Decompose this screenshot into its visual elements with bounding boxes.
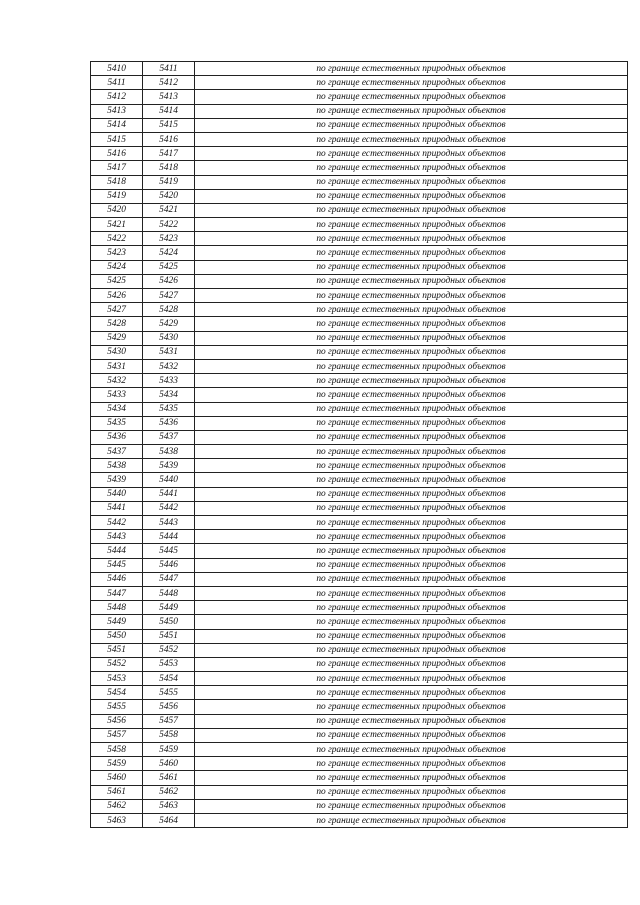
- to-point-cell: 5461: [143, 771, 195, 785]
- table-row: [91, 388, 628, 402]
- table-row: [91, 359, 628, 373]
- boundary-description-cell: по границе естественных природных объектов: [195, 572, 628, 586]
- boundary-description-cell: по границе естественных природных объектов: [195, 303, 628, 317]
- to-point-cell: 5448: [143, 586, 195, 600]
- to-point-cell: 5424: [143, 246, 195, 260]
- boundary-description-cell: по границе естественных природных объектов: [195, 813, 628, 827]
- table-row: [91, 743, 628, 757]
- to-point-cell: 5426: [143, 274, 195, 288]
- boundary-description-cell: по границе естественных природных объектов: [195, 175, 628, 189]
- boundary-description-cell: по границе естественных природных объектов: [195, 516, 628, 530]
- boundary-description-cell: по границе естественных природных объектов: [195, 76, 628, 90]
- table-row: [91, 601, 628, 615]
- from-point-cell: 5445: [91, 558, 143, 572]
- to-point-cell: 5422: [143, 218, 195, 232]
- to-point-cell: 5436: [143, 416, 195, 430]
- from-point-cell: 5415: [91, 132, 143, 146]
- boundary-description-cell: по границе естественных природных объектов: [195, 161, 628, 175]
- boundary-description-cell: по границе естественных природных объектов: [195, 686, 628, 700]
- table-row: [91, 544, 628, 558]
- to-point-cell: 5463: [143, 799, 195, 813]
- table-row: [91, 90, 628, 104]
- boundary-description-cell: по границе естественных природных объектов: [195, 757, 628, 771]
- boundary-description-cell: по границе естественных природных объектов: [195, 274, 628, 288]
- table-row: [91, 331, 628, 345]
- boundary-description-cell: по границе естественных природных объектов: [195, 629, 628, 643]
- to-point-cell: 5430: [143, 331, 195, 345]
- table-row: [91, 530, 628, 544]
- boundary-description-cell: по границе естественных природных объектов: [195, 317, 628, 331]
- to-point-cell: 5414: [143, 104, 195, 118]
- from-point-cell: 5418: [91, 175, 143, 189]
- from-point-cell: 5462: [91, 799, 143, 813]
- boundary-description-cell: по границе естественных природных объектов: [195, 445, 628, 459]
- to-point-cell: 5441: [143, 487, 195, 501]
- to-point-cell: 5446: [143, 558, 195, 572]
- from-point-cell: 5426: [91, 289, 143, 303]
- from-point-cell: 5436: [91, 430, 143, 444]
- from-point-cell: 5456: [91, 714, 143, 728]
- from-point-cell: 5442: [91, 516, 143, 530]
- from-point-cell: 5413: [91, 104, 143, 118]
- from-point-cell: 5423: [91, 246, 143, 260]
- from-point-cell: 5412: [91, 90, 143, 104]
- from-point-cell: 5422: [91, 232, 143, 246]
- table-row: [91, 672, 628, 686]
- table-row: [91, 700, 628, 714]
- table-row: [91, 104, 628, 118]
- to-point-cell: 5464: [143, 813, 195, 827]
- boundary-description-cell: по границе естественных природных объектов: [195, 771, 628, 785]
- from-point-cell: 5435: [91, 416, 143, 430]
- boundary-description-cell: по границе естественных природных объектов: [195, 501, 628, 515]
- to-point-cell: 5449: [143, 601, 195, 615]
- from-point-cell: 5452: [91, 657, 143, 671]
- from-point-cell: 5428: [91, 317, 143, 331]
- from-point-cell: 5451: [91, 643, 143, 657]
- table-row: [91, 232, 628, 246]
- from-point-cell: 5440: [91, 487, 143, 501]
- table-row: [91, 189, 628, 203]
- from-point-cell: 5444: [91, 544, 143, 558]
- to-point-cell: 5459: [143, 743, 195, 757]
- to-point-cell: 5411: [143, 62, 195, 76]
- to-point-cell: 5416: [143, 132, 195, 146]
- to-point-cell: 5439: [143, 459, 195, 473]
- table-row: [91, 303, 628, 317]
- to-point-cell: 5445: [143, 544, 195, 558]
- boundary-description-cell: по границе естественных природных объектов: [195, 743, 628, 757]
- boundary-description-cell: по границе естественных природных объектов: [195, 132, 628, 146]
- to-point-cell: 5419: [143, 175, 195, 189]
- boundary-description-cell: по границе естественных природных объектов: [195, 430, 628, 444]
- table-row: [91, 799, 628, 813]
- from-point-cell: 5460: [91, 771, 143, 785]
- table-row: [91, 274, 628, 288]
- table-row: [91, 757, 628, 771]
- to-point-cell: 5420: [143, 189, 195, 203]
- boundary-description-cell: по границе естественных природных объектов: [195, 473, 628, 487]
- from-point-cell: 5463: [91, 813, 143, 827]
- table-row: [91, 445, 628, 459]
- boundary-description-cell: по границе естественных природных объектов: [195, 388, 628, 402]
- boundary-description-cell: по границе естественных природных объектов: [195, 374, 628, 388]
- table-row: [91, 76, 628, 90]
- table-row: [91, 501, 628, 515]
- table-row: [91, 643, 628, 657]
- from-point-cell: 5424: [91, 260, 143, 274]
- to-point-cell: 5425: [143, 260, 195, 274]
- from-point-cell: 5410: [91, 62, 143, 76]
- boundary-description-cell: по границе естественных природных объектов: [195, 118, 628, 132]
- table-row: [91, 473, 628, 487]
- table-body: [91, 62, 628, 828]
- to-point-cell: 5412: [143, 76, 195, 90]
- from-point-cell: 5434: [91, 402, 143, 416]
- to-point-cell: 5444: [143, 530, 195, 544]
- to-point-cell: 5421: [143, 203, 195, 217]
- boundary-description-cell: по границе естественных природных объектов: [195, 643, 628, 657]
- table-row: [91, 345, 628, 359]
- table-row: [91, 586, 628, 600]
- to-point-cell: 5442: [143, 501, 195, 515]
- table-row: [91, 487, 628, 501]
- from-point-cell: 5420: [91, 203, 143, 217]
- table-row: [91, 203, 628, 217]
- boundary-description-cell: по границе естественных природных объектов: [195, 799, 628, 813]
- to-point-cell: 5418: [143, 161, 195, 175]
- table-row: [91, 132, 628, 146]
- to-point-cell: 5443: [143, 516, 195, 530]
- to-point-cell: 5457: [143, 714, 195, 728]
- from-point-cell: 5450: [91, 629, 143, 643]
- to-point-cell: 5432: [143, 359, 195, 373]
- table-row: [91, 558, 628, 572]
- boundary-description-cell: по границе естественных природных объектов: [195, 90, 628, 104]
- boundary-description-cell: по границе естественных природных объектов: [195, 416, 628, 430]
- table-row: [91, 260, 628, 274]
- to-point-cell: 5415: [143, 118, 195, 132]
- boundary-description-cell: по границе естественных природных объектов: [195, 260, 628, 274]
- boundary-description-cell: по границе естественных природных объектов: [195, 586, 628, 600]
- table-row: [91, 714, 628, 728]
- table-row: [91, 516, 628, 530]
- boundary-description-cell: по границе естественных природных объектов: [195, 402, 628, 416]
- table-row: [91, 728, 628, 742]
- table-row: [91, 317, 628, 331]
- table-row: [91, 374, 628, 388]
- to-point-cell: 5455: [143, 686, 195, 700]
- from-point-cell: 5447: [91, 586, 143, 600]
- table-row: [91, 572, 628, 586]
- boundary-description-cell: по границе естественных природных объектов: [195, 601, 628, 615]
- to-point-cell: 5434: [143, 388, 195, 402]
- table-row: [91, 459, 628, 473]
- boundary-description-cell: по границе естественных природных объектов: [195, 544, 628, 558]
- table-row: [91, 771, 628, 785]
- boundary-description-cell: по границе естественных природных объектов: [195, 62, 628, 76]
- to-point-cell: 5438: [143, 445, 195, 459]
- to-point-cell: 5423: [143, 232, 195, 246]
- boundary-description-cell: по границе естественных природных объектов: [195, 459, 628, 473]
- table-row: [91, 289, 628, 303]
- boundary-description-cell: по границе естественных природных объектов: [195, 345, 628, 359]
- to-point-cell: 5450: [143, 615, 195, 629]
- from-point-cell: 5419: [91, 189, 143, 203]
- to-point-cell: 5460: [143, 757, 195, 771]
- from-point-cell: 5459: [91, 757, 143, 771]
- to-point-cell: 5454: [143, 672, 195, 686]
- boundary-points-table: [90, 61, 628, 828]
- to-point-cell: 5456: [143, 700, 195, 714]
- to-point-cell: 5417: [143, 147, 195, 161]
- table-row: [91, 686, 628, 700]
- boundary-description-cell: по границе естественных природных объектов: [195, 530, 628, 544]
- to-point-cell: 5440: [143, 473, 195, 487]
- table-row: [91, 218, 628, 232]
- table-row: [91, 629, 628, 643]
- boundary-description-cell: по границе естественных природных объектов: [195, 487, 628, 501]
- table-row: [91, 416, 628, 430]
- from-point-cell: 5416: [91, 147, 143, 161]
- from-point-cell: 5433: [91, 388, 143, 402]
- from-point-cell: 5432: [91, 374, 143, 388]
- to-point-cell: 5428: [143, 303, 195, 317]
- to-point-cell: 5433: [143, 374, 195, 388]
- from-point-cell: 5453: [91, 672, 143, 686]
- table-row: [91, 785, 628, 799]
- boundary-description-cell: по границе естественных природных объектов: [195, 359, 628, 373]
- boundary-description-cell: по границе естественных природных объектов: [195, 728, 628, 742]
- boundary-description-cell: по границе естественных природных объектов: [195, 714, 628, 728]
- to-point-cell: 5431: [143, 345, 195, 359]
- from-point-cell: 5429: [91, 331, 143, 345]
- boundary-description-cell: по границе естественных природных объектов: [195, 104, 628, 118]
- table-row: [91, 161, 628, 175]
- to-point-cell: 5453: [143, 657, 195, 671]
- from-point-cell: 5458: [91, 743, 143, 757]
- table-row: [91, 402, 628, 416]
- from-point-cell: 5449: [91, 615, 143, 629]
- from-point-cell: 5446: [91, 572, 143, 586]
- to-point-cell: 5413: [143, 90, 195, 104]
- table-row: [91, 118, 628, 132]
- from-point-cell: 5455: [91, 700, 143, 714]
- table-row: [91, 430, 628, 444]
- boundary-description-cell: по границе естественных природных объектов: [195, 147, 628, 161]
- table-row: [91, 147, 628, 161]
- from-point-cell: 5427: [91, 303, 143, 317]
- from-point-cell: 5411: [91, 76, 143, 90]
- to-point-cell: 5437: [143, 430, 195, 444]
- from-point-cell: 5441: [91, 501, 143, 515]
- boundary-description-cell: по границе естественных природных объектов: [195, 189, 628, 203]
- table-row: [91, 657, 628, 671]
- to-point-cell: 5462: [143, 785, 195, 799]
- table-row: [91, 246, 628, 260]
- from-point-cell: 5438: [91, 459, 143, 473]
- table-row: [91, 62, 628, 76]
- table-row: [91, 813, 628, 827]
- table-row: [91, 175, 628, 189]
- to-point-cell: 5427: [143, 289, 195, 303]
- to-point-cell: 5429: [143, 317, 195, 331]
- from-point-cell: 5421: [91, 218, 143, 232]
- to-point-cell: 5447: [143, 572, 195, 586]
- boundary-description-cell: по границе естественных природных объектов: [195, 203, 628, 217]
- boundary-description-cell: по границе естественных природных объектов: [195, 657, 628, 671]
- from-point-cell: 5425: [91, 274, 143, 288]
- boundary-description-cell: по границе естественных природных объектов: [195, 218, 628, 232]
- from-point-cell: 5439: [91, 473, 143, 487]
- to-point-cell: 5458: [143, 728, 195, 742]
- from-point-cell: 5414: [91, 118, 143, 132]
- boundary-description-cell: по границе естественных природных объектов: [195, 672, 628, 686]
- boundary-description-cell: по границе естественных природных объектов: [195, 700, 628, 714]
- from-point-cell: 5448: [91, 601, 143, 615]
- boundary-description-cell: по границе естественных природных объектов: [195, 785, 628, 799]
- boundary-description-cell: по границе естественных природных объектов: [195, 331, 628, 345]
- from-point-cell: 5431: [91, 359, 143, 373]
- from-point-cell: 5430: [91, 345, 143, 359]
- from-point-cell: 5437: [91, 445, 143, 459]
- from-point-cell: 5457: [91, 728, 143, 742]
- from-point-cell: 5461: [91, 785, 143, 799]
- boundary-description-cell: по границе естественных природных объектов: [195, 232, 628, 246]
- from-point-cell: 5443: [91, 530, 143, 544]
- table-row: [91, 615, 628, 629]
- boundary-description-cell: по границе естественных природных объектов: [195, 558, 628, 572]
- boundary-description-cell: по границе естественных природных объектов: [195, 246, 628, 260]
- to-point-cell: 5435: [143, 402, 195, 416]
- to-point-cell: 5451: [143, 629, 195, 643]
- from-point-cell: 5417: [91, 161, 143, 175]
- boundary-description-cell: по границе естественных природных объектов: [195, 289, 628, 303]
- from-point-cell: 5454: [91, 686, 143, 700]
- boundary-description-cell: по границе естественных природных объектов: [195, 615, 628, 629]
- to-point-cell: 5452: [143, 643, 195, 657]
